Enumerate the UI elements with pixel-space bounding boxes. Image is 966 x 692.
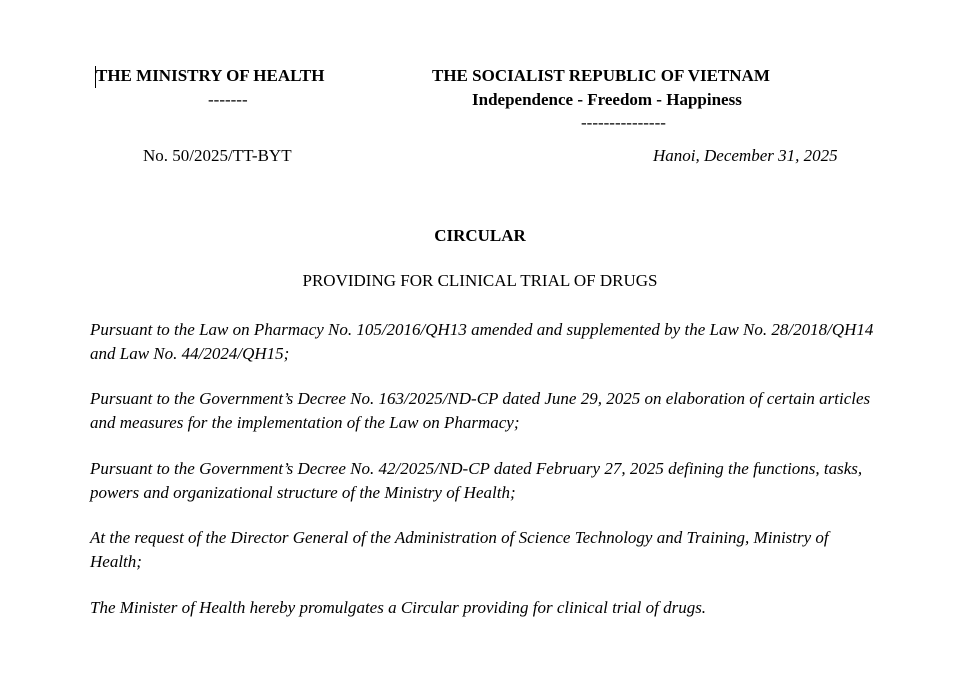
place-and-date: Hanoi, December 31, 2025 [653, 146, 838, 165]
motto-divider: --------------- [581, 113, 666, 132]
document-type-title: CIRCULAR [434, 226, 526, 245]
document-subject: PROVIDING FOR CLINICAL TRIAL OF DRUGS [302, 271, 658, 290]
preamble-decree-163: Pursuant to the Government’s Decree No. 163/2025/ND-CP dated June 29, 2025 on elaboration of certain articles and measures for the implementation of the Law on Pharmacy; [90, 389, 871, 432]
document-number: No. 50/2025/TT-BYT [143, 146, 292, 165]
promulgation-statement: The Minister of Health hereby promulgates a Circular providing for clinical trial of drugs. [90, 598, 707, 617]
agency-divider: ------- [208, 90, 248, 109]
national-motto: Independence - Freedom - Happiness [472, 90, 742, 109]
preamble-decree-42: Pursuant to the Government’s Decree No. 42/2025/ND-CP dated February 27, 2025 defining the functions, tasks, powers and organizational structure of the Ministry of Health; [90, 459, 863, 502]
preamble-request: At the request of the Director General of the Administration of Science Technology and Training, Ministry of Health; [90, 528, 829, 571]
agency-name: THE MINISTRY OF HEALTH [96, 66, 325, 85]
preamble-law-on-pharmacy: Pursuant to the Law on Pharmacy No. 105/2016/QH13 amended and supplemented by the Law No. 28/2018/QH14 and Law No. 44/2024/QH15; [90, 320, 874, 363]
country-name: THE SOCIALIST REPUBLIC OF VIETNAM [432, 66, 770, 85]
